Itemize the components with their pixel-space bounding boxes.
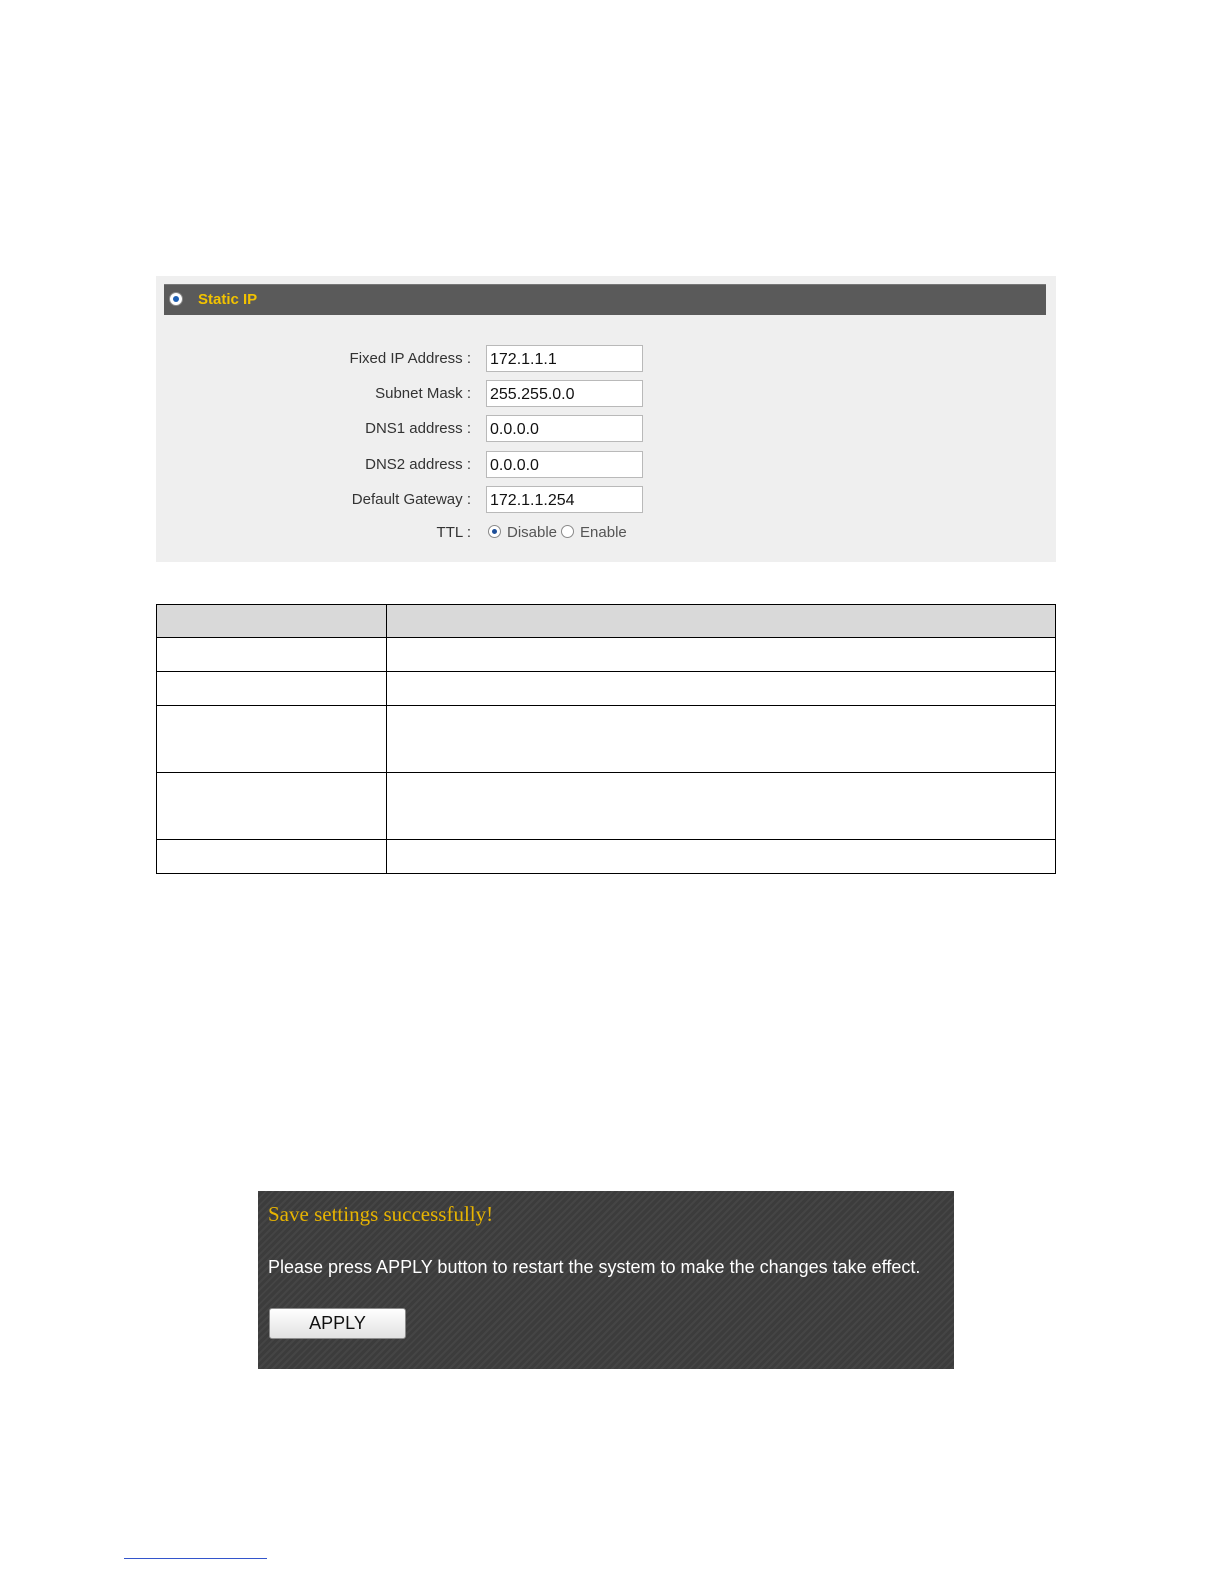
table-row: [157, 672, 1056, 706]
subnet-mask-row: [156, 380, 1056, 408]
fixed-ip-label: Fixed IP Address :: [349, 350, 471, 367]
table-cell: [387, 638, 1056, 672]
table-cell: [157, 706, 387, 773]
static-ip-panel: [156, 276, 1056, 562]
static-ip-header: [164, 284, 1046, 315]
save-settings-title: Save settings successfully!: [268, 1202, 494, 1226]
table-cell: [157, 773, 387, 840]
apply-button[interactable]: APPLY: [269, 1308, 406, 1339]
ttl-options: [488, 524, 631, 541]
ttl-disable-radio[interactable]: [488, 525, 501, 538]
table-cell: [387, 672, 1056, 706]
static-ip-radio-icon[interactable]: [169, 292, 183, 306]
ttl-label: TTL :: [436, 524, 471, 541]
table-row: [157, 840, 1056, 874]
static-ip-title: Static IP: [198, 291, 258, 308]
footer-divider: [124, 1558, 267, 1559]
fixed-ip-input[interactable]: [486, 345, 643, 372]
dns2-label: DNS2 address :: [365, 456, 471, 473]
subnet-mask-label: Subnet Mask :: [375, 385, 471, 402]
table-cell: [157, 840, 387, 874]
table-cell: [387, 706, 1056, 773]
table-cell: [387, 840, 1056, 874]
save-settings-message: Please press APPLY button to restart the system to make the changes take effect.: [268, 1257, 921, 1277]
ttl-row: [156, 521, 1056, 549]
table-header-cell: [387, 605, 1056, 638]
table-cell: [387, 773, 1056, 840]
table-cell: [157, 672, 387, 706]
save-settings-dialog: [258, 1191, 954, 1369]
ttl-enable-radio[interactable]: [561, 525, 574, 538]
table-header-cell: [157, 605, 387, 638]
table-cell: [157, 638, 387, 672]
dns2-row: [156, 451, 1056, 479]
table-row: [157, 773, 1056, 840]
dns1-label: DNS1 address :: [365, 420, 471, 437]
table-header-row: [157, 605, 1056, 638]
table-row: [157, 638, 1056, 672]
fixed-ip-row: [156, 345, 1056, 373]
description-table: [156, 604, 1056, 874]
default-gateway-row: [156, 486, 1056, 514]
ttl-enable-label[interactable]: Enable: [580, 524, 627, 541]
dns1-row: [156, 415, 1056, 443]
default-gateway-input[interactable]: [486, 486, 643, 513]
subnet-mask-input[interactable]: [486, 380, 643, 407]
dns1-input[interactable]: [486, 415, 643, 442]
ttl-disable-label[interactable]: Disable: [507, 524, 558, 541]
dns2-input[interactable]: [486, 451, 643, 478]
table-row: [157, 706, 1056, 773]
default-gateway-label: Default Gateway :: [351, 491, 471, 508]
